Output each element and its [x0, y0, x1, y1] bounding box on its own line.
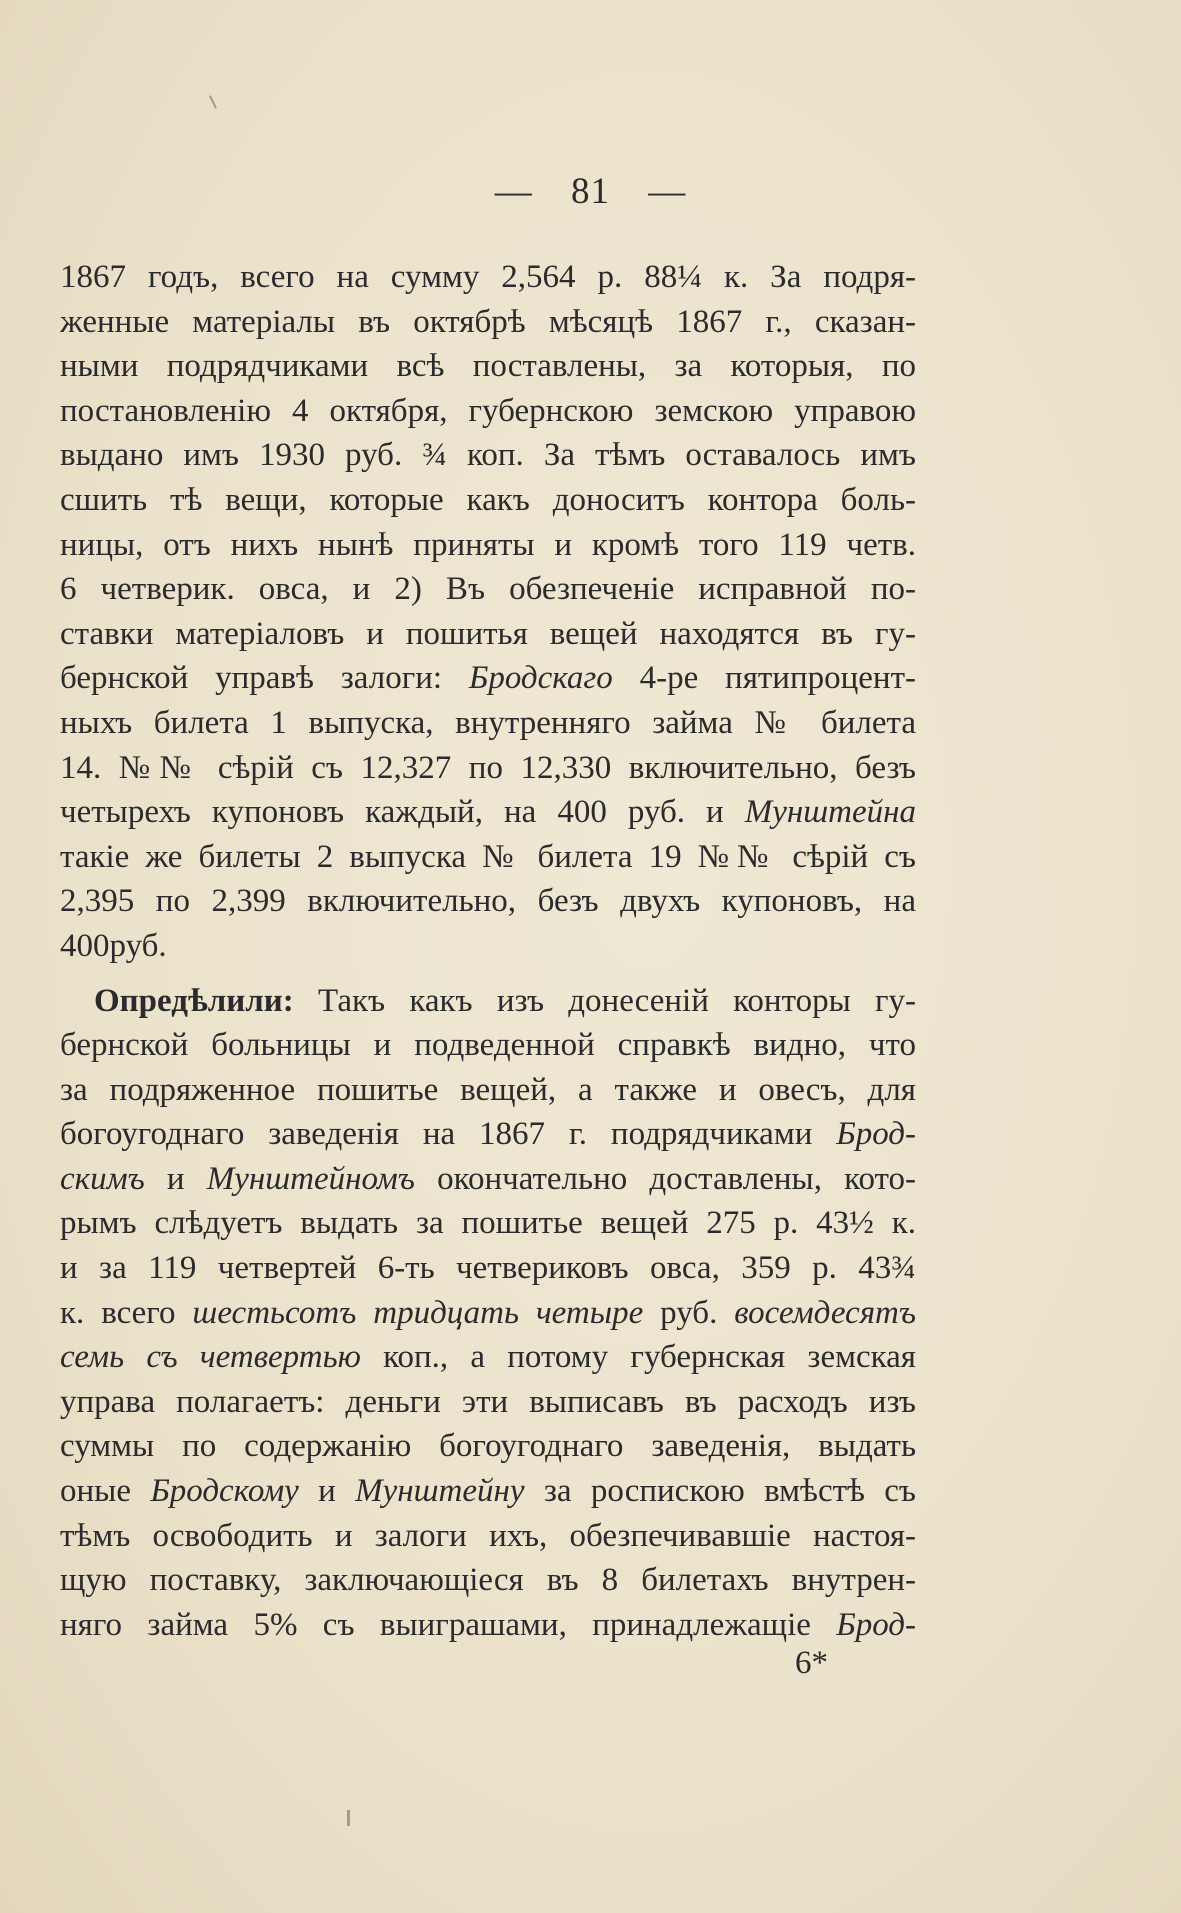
text-segment: и — [298, 1473, 356, 1510]
surname-munshtein: Мунштейномъ — [206, 1160, 415, 1197]
surname-brodsky: Бродскому — [150, 1473, 299, 1510]
header-dash-right: — — [648, 171, 687, 212]
text-line — [60, 1335, 916, 1380]
paper-speck — [209, 95, 217, 109]
text-segment: и — [144, 1160, 207, 1197]
body-text — [60, 255, 916, 1647]
text-line: за подряженное пошитье вещей, а также и овесъ, для — [60, 1071, 916, 1108]
text-segment: четырехъ купоновъ каждый, на 400 руб. и — [60, 794, 745, 831]
text-line: 6 четверик. овса, и 2) Въ обезпеченіе исправной по- — [60, 571, 916, 608]
text-segment: за роспискою вмѣстѣ съ — [524, 1473, 916, 1510]
text-line: выдано имъ 1930 руб. ¾ коп. За тѣмъ оставалось имъ — [60, 437, 916, 474]
surname-brodsky: Брод- — [836, 1116, 916, 1153]
text-line: 1867 годъ, всего на сумму 2,564 р. 88¼ к. За подря- — [60, 259, 916, 295]
page-header — [0, 170, 1181, 213]
text-line — [60, 979, 916, 1024]
text-segment: 4-ре пятипроцент- — [612, 660, 916, 697]
amount-in-words: шестьсотъ тридцать четыре — [192, 1294, 644, 1331]
text-line: щую поставку, заключающіеся въ 8 билетахъ внутрен- — [60, 1562, 916, 1599]
text-segment: оные — [60, 1473, 151, 1510]
text-line: управа полагаетъ: деньги эти выписавъ въ расходъ изъ — [60, 1383, 916, 1420]
surname-brodsky: Бродскаго — [468, 660, 613, 697]
header-dash-left: — — [494, 171, 533, 212]
text-segment: Такъ какъ изъ донесеній конторы гу- — [293, 982, 916, 1019]
paper-speck — [347, 1810, 350, 1826]
signature-mark: 6* — [795, 1645, 828, 1681]
text-line: сшить тѣ вещи, которые какъ доноситъ контора боль- — [60, 481, 916, 518]
text-segment: богоугоднаго заведенія на 1867 г. подрядчиками — [60, 1116, 837, 1153]
text-line — [60, 1291, 916, 1336]
text-line — [60, 1112, 916, 1157]
surname-munshtein: Мунштейна — [744, 794, 916, 831]
text-line: ныхъ билета 1 выпуска, внутренняго займа № билета — [60, 704, 916, 741]
text-line: постановленію 4 октября, губернскою земскою управою — [60, 392, 916, 429]
text-line: суммы по содержанію богоугоднаго заведенія, выдать — [60, 1428, 916, 1465]
text-segment: бернской управѣ залоги: — [60, 660, 469, 697]
amount-in-words: восемдесятъ — [734, 1294, 916, 1331]
text-line: 2,395 по 2,399 включительно, безъ двухъ купоновъ, на — [60, 883, 916, 920]
text-segment: к. всего — [60, 1294, 193, 1331]
surname-brodsky: Брод- — [836, 1606, 916, 1643]
text-segment: коп., а потому губернская земская — [360, 1339, 916, 1376]
text-line: и за 119 четвертей 6-ть четвериковъ овса, 359 р. 43¾ — [60, 1250, 916, 1287]
text-line: 14. №№ сѣрій съ 12,327 по 12,330 включительно, безъ — [60, 749, 916, 786]
page-number: 81 — [571, 171, 610, 212]
amount-in-words: семь съ четвертью — [60, 1339, 361, 1376]
text-line: такіе же билеты 2 выпуска № билета 19 №№ сѣрій съ — [60, 838, 916, 875]
text-line: ставки матеріаловъ и пошитья вещей находятся въ гу- — [60, 615, 916, 652]
text-segment: руб. — [643, 1294, 735, 1331]
text-line — [60, 1603, 916, 1648]
text-line: ными подрядчиками всѣ поставлены, за которыя, по — [60, 348, 916, 385]
text-line — [60, 1469, 916, 1514]
surname-brodsky: скимъ — [60, 1160, 145, 1197]
text-line — [60, 656, 916, 701]
text-line — [60, 1157, 916, 1202]
text-line: тѣмъ освободить и залоги ихъ, обезпечивавшіе настоя- — [60, 1517, 916, 1554]
text-line — [60, 790, 916, 835]
text-line: женные матеріалы въ октябрѣ мѣсяцѣ 1867 г., сказан- — [60, 303, 916, 340]
text-segment: няго займа 5% съ выиграшами, принадлежащіе — [60, 1606, 837, 1643]
surname-munshtein: Мунштейну — [355, 1473, 525, 1510]
text-line: 400руб. — [60, 927, 167, 964]
text-line: рымъ слѣдуетъ выдать за пошитье вещей 275 р. 43½ к. — [60, 1205, 916, 1242]
text-segment: окончательно доставлены, кото- — [414, 1160, 916, 1197]
resolution-label: Опредѣлили: — [94, 982, 294, 1019]
text-line: ницы, отъ нихъ нынѣ приняты и кромѣ того 119 четв. — [60, 526, 916, 563]
text-line: бернской больницы и подведенной справкѣ видно, что — [60, 1027, 916, 1064]
